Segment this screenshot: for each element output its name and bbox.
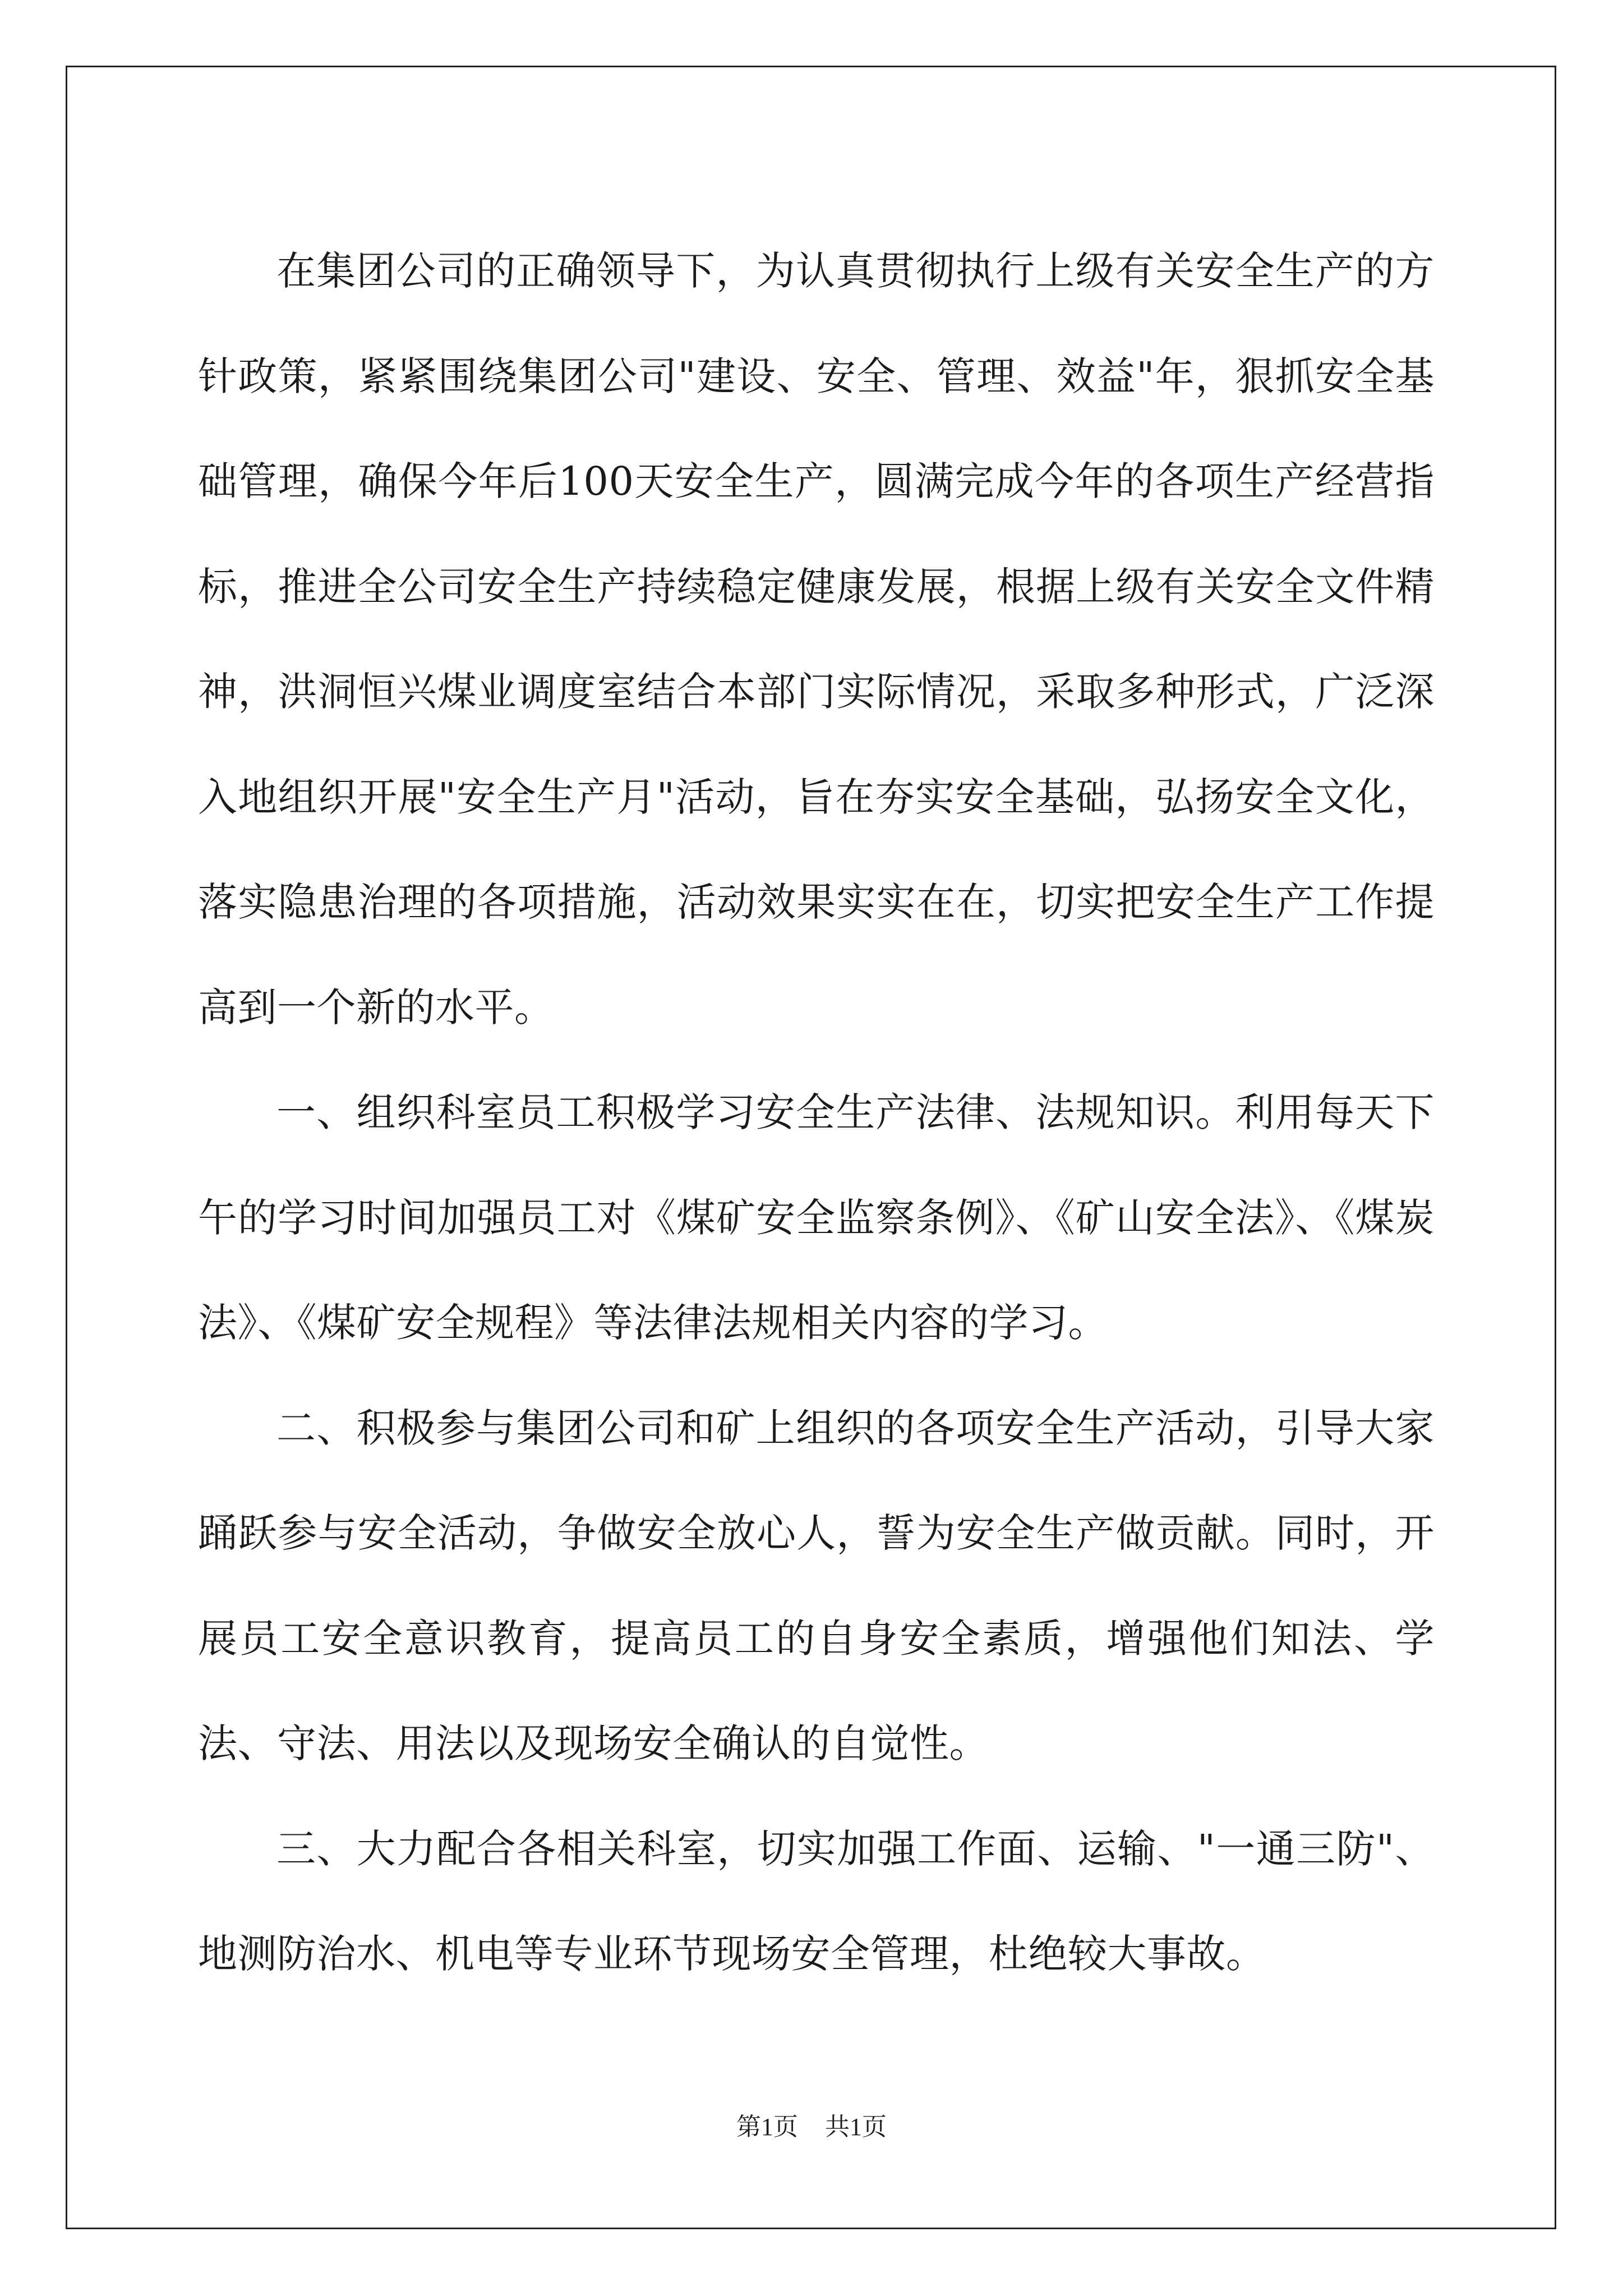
page-total: 共1页 — [825, 2113, 887, 2141]
document-body — [198, 219, 1435, 2007]
page-number: 第1页 — [736, 2113, 798, 2141]
page-footer — [0, 2110, 1623, 2144]
paragraph-item-1: 一、组织科室员工积极学习安全生产法律、法规知识。利用每天下午的学习时间加强员工对《煤矿安全监察条例》、《矿山安全法》、《煤炭法》、《煤矿安全规程》等法律法规相关内容的学习。 — [198, 1089, 1435, 1346]
paragraph-item-3: 三、大力配合各相关科室，切实加强工作面、运输、"一通三防"、地测防治水、机电等专业环节现场安全管理，杜绝较大事故。 — [198, 1825, 1435, 1977]
paragraph-item-2: 二、积极参与集团公司和矿上组织的各项安全生产活动，引导大家踊跃参与安全活动，争做安全放心人，誓为安全生产做贡献。同时，开展员工安全意识教育，提高员工的自身安全素质，增强他们知法、学法、守法、用法以及现场安全确认的自觉性。 — [198, 1405, 1435, 1766]
paragraph-intro: 在集团公司的正确领导下，为认真贯彻执行上级有关安全生产的方针政策，紧紧围绕集团公司"建设、安全、管理、效益"年，狠抓安全基础管理，确保今年后100天安全生产，圆满完成今年的各项生产经营指标，推进全公司安全生产持续稳定健康发展，根据上级有关安全文件精神，洪洞恒兴煤业调度室结合本部门实际情况，采取多种形式，广泛深入地组织开展"安全生产月"活动，旨在夯实安全基础，弘扬安全文化，落实隐患治理的各项措施，活动效果实实在在，切实把安全生产工作提高到一个新的水平。 — [198, 248, 1435, 1030]
